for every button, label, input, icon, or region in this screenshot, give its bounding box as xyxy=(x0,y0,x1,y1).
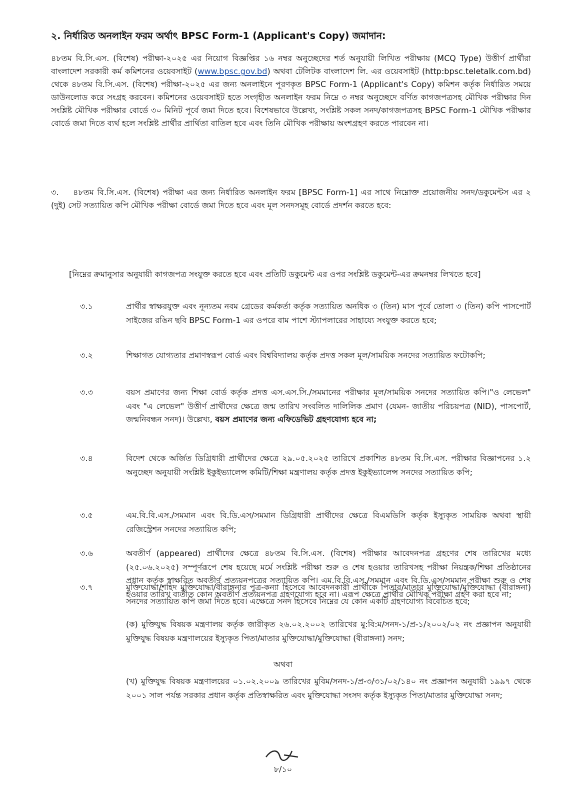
item-text-bold: বয়স প্রমাণের জন্য এফিডেভিট গ্রহণযোগ্য হবে না; xyxy=(212,415,377,424)
ordering-note: [নিম্নের ক্রমানুসার অনুযায়ী কাগজপত্র সংযুক্ত করতে হবে এবং প্রতিটি ডকুমেন্ট এর ওপর সংশ্লিষ্ট ডকুমেন্ট-এর ক্রমনম্বর লিখতে হবে] xyxy=(69,270,481,279)
sub-item-kha: (খ) মুক্তিযুদ্ধ বিষয়ক মন্ত্রণালয়ের ০১.০২.২০০৯ তারিখের মুবিম/সনদ-১/প্র-৩/৩১/০২/১৪০ নং প্রজ্ঞাপন অনুযায়ী ১৯৯৭ থেকে ২০০১ সাল পর্যন্ত সরকার প্রধান কর্তৃক প্রতিস্বাক্ষরিত এবং মুক্তিযোদ্ধা সংসদ কর্তৃক ইস্যুকৃত পিতা/মাতার মুক্তিযোদ্ধা সনদ; xyxy=(126,677,531,700)
item-number: ৩.১ xyxy=(80,302,93,311)
item-text: মুক্তিযোদ্ধা/শহিদ মুক্তিযোদ্ধা/বীরাঙ্গনার পুত্র-কন্যা হিসেবে আবেদনকারী প্রার্থীকে পিতার/মাতার মুক্তিযোদ্ধা/মুক্তিযোদ্ধা (বীরাঙ্গনা) সনদের সত্যায়িত কপি জমা দিতে হবে। এক্ষেত্রে সনদ হিসেবে নিম্নের যে কোন একটি গ্রহণযোগ্য বিবেচিত হবে; xyxy=(126,583,531,606)
list-item xyxy=(80,509,531,537)
item-number: ৩.৭ xyxy=(80,583,93,592)
list-item xyxy=(80,581,531,623)
paragraph2-text: ৪৮তম বি.সি.এস. (বিশেষ) পরীক্ষা এর জন্য নির্ধারিত অনলাইন ফরম [BPSC Form-1] এর সাথে নিম্নোক্ত প্রয়োজনীয় সনদ/ডকুমেন্টস এর ২ (দুই) সেট সত্যায়িত কপি মৌখিক পরীক্ষা বোর্ডে জমা দিতে হবে এবং মূল সনদসমূহ বোর্ডে প্রদর্শন করতে হবে: xyxy=(51,188,531,210)
item-text xyxy=(126,386,531,427)
item-number: ৩.৩ xyxy=(80,388,93,397)
item-text: বিদেশ থেকে অর্জিত ডিগ্রিধারী প্রার্থীদের ক্ষেত্রে ২৯.০৫.২০২৫ তারিখে প্রকাশিত ৪৮তম বি.সি.এস. পরীক্ষার বিজ্ঞাপনের ১.২ অনুচ্ছেদ অনুযায়ী সংশ্লিষ্ট ইকুইভ্যালেন্স কমিটি/শিক্ষা মন্ত্রণালয় কর্তৃক প্রদত্ত ইকুইভ্যালেন্স সনদের সত্যায়িত কপি; xyxy=(126,454,531,477)
list-item xyxy=(80,452,531,494)
item-text: শিক্ষাগত যোগ্যতার প্রমাণস্বরূপ বোর্ড এবং বিশ্ববিদ্যালয় কর্তৃক প্রদত্ত সকল মূল/সাময়িক সনদের সত্যায়িত ফটোকপি; xyxy=(126,351,486,360)
list-item-spacer xyxy=(80,576,531,577)
item-text: অবতীর্ণ (appeared) প্রার্থীদের ক্ষেত্রে ৪৮তম বি.সি.এস. (বিশেষ) পরীক্ষার আবেদনপত্র গ্রহণের শেষ তারিখের মধ্যে (২৫.০৬.২০২৫) সম্পূর্ণরূপে শেষ হয়েছে মর্মে সংশ্লিষ্ট পরীক্ষা শুরু ও শেষ হওয়ার তারিখসহ পরীক্ষা নিয়ন্ত্রক/শিক্ষা প্রতিষ্ঠানের প্রধান কর্তৃক স্বাক্ষরিত অবতীর্ণ প্রত্যয়নপত্রের সত্যায়িত কপি। এম.বি.বি.এস./সমমান এবং বি.ডি.এস/সমমান পরীক্ষা শুরু ও শেষ হওয়ার তারিখ ব্যতীত কোন অবতীর্ণ প্রত্যয়নপত্র গ্রহণযোগ্য হবে না। এরূপ ক্ষেত্রে প্রার্থীর মৌখিক পরীক্ষা গ্রহণ করা হবে না; xyxy=(126,549,531,599)
paragraph1-part2: ) অথবা টেলিটক বাংলাদেশ লি. এর ওয়েবসাইট (http:bpsc.teletalk.com.bd) থেকে ৪৮তম বি.সি.এস. (বিশেষ) পরীক্ষা-২০২৫ এর জন্য অনলাইনে পূরণকৃত BPSC Form-1 (Applicant's Copy) কমিশন কর্তৃক নির্ধারিত সময়ে ডাউনলোড করে সংগ্রহ করবেন। কমিশনের ওয়েবসাইট হতে সংগৃহীত অনলাইন ফরম নিম্নে ৩ নম্বর অনুচ্ছেদে বর্ণিত কাগজপত্রসহ মৌখিক পরীক্ষার দিন সংশ্লিষ্ট মৌখিক পরীক্ষার বোর্ডে ৩০ মিনিট পূর্বে জমা দিতে হবে। বিশেষভাবে উল্লেখ্য, সংশ্লিষ্ট সকল সনদ/কাগজপত্রসহ BPSC Form-1 মৌখিক পরীক্ষার বোর্ডে জমা দিতে ব্যর্থ হলে সংশ্লিষ্ট প্রার্থীর প্রার্থিতা বাতিল হবে এবং তিনি মৌখিক পরীক্ষায় অংশগ্রহণ করতে পারবেন না। xyxy=(51,67,531,128)
sub-item-ka: (ক) মুক্তিযুদ্ধ বিষয়ক মন্ত্রণালয় কর্তৃক জারীকৃত ২৬.০২.২০০২ তারিখের মু:বি:ম/সনদ-১/প্র-১/২০০২/০২ নং প্রজ্ঞাপন অনুযায়ী মুক্তিযুদ্ধ বিষয়ক মন্ত্রণালয়ের ইস্যুকৃত পিতা/মাতার মুক্তিযোদ্ধা/মুক্তিযোদ্ধা (বীরাঙ্গনা) সনদ; xyxy=(126,620,531,643)
item-number: ৩.৬ xyxy=(80,549,93,558)
item-number: ৩.৫ xyxy=(80,511,93,520)
item-text: এম.বি.বি.এস./সমমান এবং বি.ডি.এস/সমমান ডিগ্রিধারী প্রার্থীদের ক্ষেত্রে বিএমডিসি কর্তৃক ইস্যুকৃত সাময়িক অথবা স্থায়ী রেজিস্ট্রেশন সনদের সত্যায়িত কপি; xyxy=(126,511,531,534)
item-number: ৩.২ xyxy=(80,351,93,360)
paragraph-documents xyxy=(51,186,531,254)
bpsc-website-link[interactable]: www.bpsc.gov.bd xyxy=(197,67,268,76)
list-item xyxy=(80,386,531,442)
or-separator: অথবা xyxy=(273,660,293,669)
item-text: প্রার্থীর স্বাক্ষরযুক্ত এবং নূন্যতম নবম গ্রেডের কর্মকর্তা কর্তৃক সত্যায়িত অনধিক ৩ (তিন) মাস পূর্বে তোলা ৩ (তিন) কপি পাসপোর্ট সাইজের রঙিন ছবি BPSC Form-1 এর ওপরে বাম পাশে স্ট্যাপলারের সাহায্যে সংযুক্ত করতে হবে; xyxy=(126,302,531,325)
page-number: ৮/১০ xyxy=(273,765,293,774)
list-item xyxy=(80,300,531,340)
section-heading: ২. নির্ধারিত অনলাইন ফরম অর্থাৎ BPSC Form-1 (Applicant's Copy) জমাদান: xyxy=(51,31,386,42)
list-item xyxy=(80,349,531,377)
paragraph1-part1: ৪৮তম বি.সি.এস. (বিশেষ) পরীক্ষা-২০২৫ এর নিয়োগ বিজ্ঞপ্তির ১৬ নম্বর অনুচ্ছেদের শর্ত অনুযায়ী লিখিত পরীক্ষায় (MCQ Type) উত্তীর্ণ প্রার্থীরা বাংলাদেশ সরকারী কর্ম কমিশনের ওয়েবসাইট ( xyxy=(51,54,531,76)
item-text-regular: বয়স প্রমাণের জন্য শিক্ষা বোর্ড কর্তৃক প্রদত্ত এস.এস.সি./সমমানের পরীক্ষার মূল/সাময়িক সনদের সত্যায়িত কপি।"ও লেভেল" এবং "এ লেভেল" উত্তীর্ণ প্রার্থীদের ক্ষেত্রে জন্ম তারিখ সংবলিত দালিলিক প্রমাণ (যেমন- জাতীয় পরিচয়পত্র (NID), পাসপোর্ট, জন্মনিবন্ধন সনদ)। উল্লেখ্য, xyxy=(126,388,531,424)
paragraph2-number: ৩. xyxy=(51,188,59,197)
item-number: ৩.৪ xyxy=(80,454,93,463)
paragraph-form-submission xyxy=(51,52,531,160)
